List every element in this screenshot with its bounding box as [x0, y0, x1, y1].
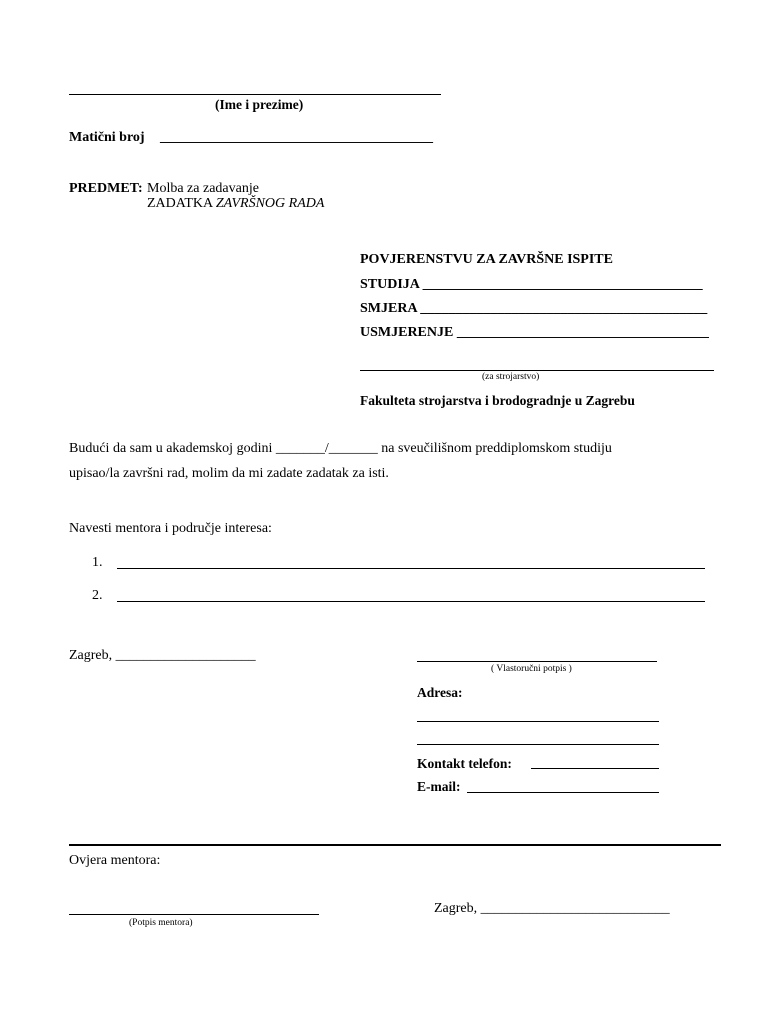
mentor-signature-line[interactable]: [69, 914, 319, 915]
signature-line[interactable]: [417, 661, 657, 662]
usmjerenje-field[interactable]: USMJERENJE ____________________________________: [360, 325, 709, 340]
email-line[interactable]: [467, 792, 659, 793]
list-item-number: 1.: [92, 555, 103, 570]
smjera-field[interactable]: SMJERA _________________________________________: [360, 301, 708, 316]
request-paragraph-line1: Budući da sam u akademskoj godini _______/_______ na sveučilišnom preddiplomskom studiju: [69, 441, 612, 456]
place-date-field[interactable]: Zagreb, ____________________: [69, 648, 256, 663]
mentor-line-1[interactable]: [117, 568, 705, 569]
footer-place-date-field[interactable]: Zagreb, ___________________________: [434, 901, 670, 916]
maticni-broj-field[interactable]: _______________________________________: [160, 130, 433, 145]
subject-line1: Molba za zadavanje: [147, 181, 259, 196]
extra-caption: (za strojarstvo): [482, 372, 540, 382]
mentor-verification-label: Ovjera mentora:: [69, 853, 161, 868]
mentor-prompt: Navesti mentora i područje interesa:: [69, 521, 272, 536]
addressee-line1: POVJERENSTVU ZA ZAVRŠNE ISPITE: [360, 252, 613, 267]
name-caption: (Ime i prezime): [215, 97, 304, 112]
maticni-broj-label: Matični broj: [69, 130, 145, 145]
signature-caption: ( Vlastoručni potpis ): [491, 664, 572, 674]
address-line-2[interactable]: [417, 744, 659, 745]
phone-line[interactable]: [531, 768, 659, 769]
subject-line2-italic: ZAVRŠNOG RADA: [215, 196, 325, 211]
list-item-number: 2.: [92, 588, 103, 603]
mentor-line-2[interactable]: [117, 601, 705, 602]
extra-line[interactable]: [360, 370, 714, 371]
mentor-signature-caption: (Potpis mentora): [129, 918, 193, 928]
name-line[interactable]: [69, 94, 441, 95]
faculty-name: Fakulteta strojarstva i brodogradnje u Zagrebu: [360, 393, 635, 408]
phone-label: Kontakt telefon:: [417, 756, 512, 771]
address-line-1[interactable]: [417, 721, 659, 722]
request-paragraph-line2: upisao/la završni rad, molim da mi zadate zadatak za isti.: [69, 466, 389, 481]
subject-label: PREDMET:: [69, 181, 143, 196]
subject-line2: [147, 196, 324, 212]
email-label: E-mail:: [417, 779, 461, 794]
subject-line2-normal: ZADATKA: [147, 196, 213, 211]
section-divider: [69, 844, 721, 846]
address-label: Adresa:: [417, 685, 463, 700]
studija-field[interactable]: STUDIJA ________________________________________: [360, 277, 703, 292]
